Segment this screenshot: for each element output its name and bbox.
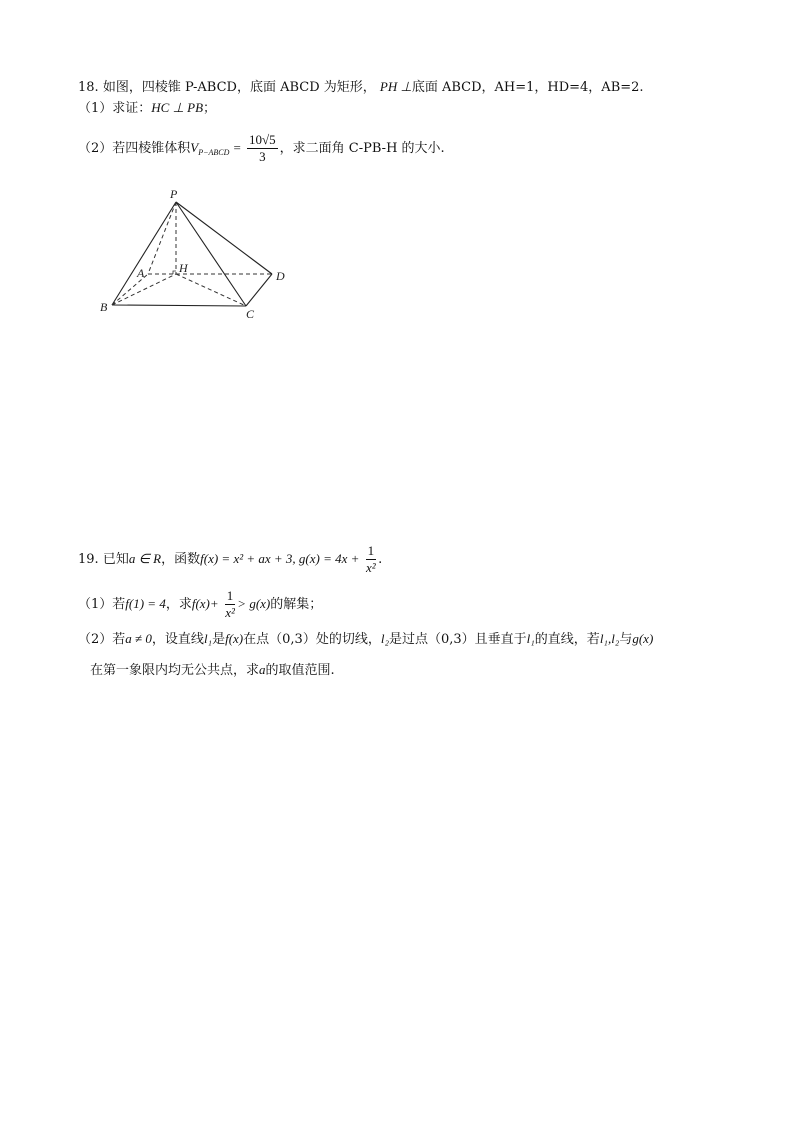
q19-part1-label: （1）若 [78,597,126,612]
q18-ph-perp: PH ⊥ [379,79,412,94]
q19-a-in-R: a ∈ R [128,551,162,566]
q19-part1-fraction-numerator: 1 [226,588,234,603]
q19-part2-text1: ，设直线 [151,632,204,647]
q18-fraction-denominator: 3 [259,149,266,164]
q19-fx: f(x) [225,631,244,646]
q19-l1-second: l₁ [526,631,535,646]
edge-BC [112,305,246,306]
q19-number: 19. [78,552,99,567]
q19-part2-line2 [90,661,335,680]
q19-a-variable: a [259,662,266,677]
q19-part1 [78,588,322,621]
q18-equals: = [233,140,241,155]
edge-PD [176,202,272,274]
q19-part2-text3: 在点（0,3）处的切线， [243,632,381,647]
q19-part2-text5: 的直线，若 [534,632,600,647]
q19-part2-text4: 是过点（0,3）且垂直于 [388,632,527,647]
q19-part2-condition: a ≠ 0 [125,631,152,646]
edge-CD [246,274,272,306]
q18-part1-math: HC ⊥ PB [151,100,204,115]
label-D: D [276,269,285,283]
label-P: P [170,187,178,201]
q18-volume-subscript: P−ABCD [198,148,230,157]
q19-part2-line2-end: 的取值范围. [265,663,335,678]
q19-part2-text6: 与 [619,632,633,647]
edge-PA-hidden [148,202,176,274]
q19-intro-end: . [378,552,383,567]
q19-part1-fraction [225,588,236,621]
q19-part1-end: 的解集； [270,597,323,612]
q19-intro2: ，函数 [161,552,201,567]
q18-volume-fraction [247,132,278,165]
q18-volume-symbol: V [190,140,199,155]
q19-function-definitions: f(x) = x² + ax + 3, g(x) = 4x + [200,551,360,566]
q18-fraction-numerator: 10√5 [249,132,276,147]
q18-part2-label: （2）若四棱锥体积 [78,141,191,156]
pyramid-figure [100,182,300,322]
label-C: C [246,307,255,321]
q18-part2-end: ，求二面角 C-PB-H 的大小. [279,141,445,156]
q18-part2 [78,132,445,165]
q19-part1-condition: f(1) = 4 [125,596,166,611]
q19-part1-fraction-denominator: x² [225,605,235,620]
q18-intro: 如图，四棱锥 P-ABCD，底面 ABCD 为矩形， [102,80,376,95]
q19-l1: l₁ [203,631,213,646]
q19-part2-line2-text: 在第一象限内均无公共点，求 [90,663,260,678]
q18-part1-end: ； [203,101,217,116]
q19-intro: 已知 [102,552,129,567]
q19-part2-text2: 是 [212,632,226,647]
label-A: A [137,266,145,280]
q19-stem-fraction-numerator: 1 [367,543,375,558]
q19-part1-ineq-right: > g(x) [237,596,271,611]
q18-stem [78,78,644,97]
q18-intro2: 底面 ABCD，AH=1，HD=4，AB=2. [411,80,644,95]
q19-stem [78,543,382,576]
q19-stem-fraction-denominator: x² [365,560,376,575]
q19-part1-mid: ，求 [165,597,192,612]
q19-part2-line1 [78,630,653,649]
q19-part1-ineq-left: f(x)+ [191,596,219,611]
label-B: B [100,300,108,314]
q18-number: 18. [78,80,99,95]
q18-part1 [78,99,216,118]
label-H: H [179,261,188,275]
q19-gx: g(x) [632,631,654,646]
q18-part1-label: （1）求证： [78,101,152,116]
q19-l1-l2: l₁,l₂ [599,631,620,646]
q19-stem-fraction [366,543,377,576]
q19-l2: l₂ [380,631,389,646]
q19-part2-label: （2）若 [78,632,126,647]
